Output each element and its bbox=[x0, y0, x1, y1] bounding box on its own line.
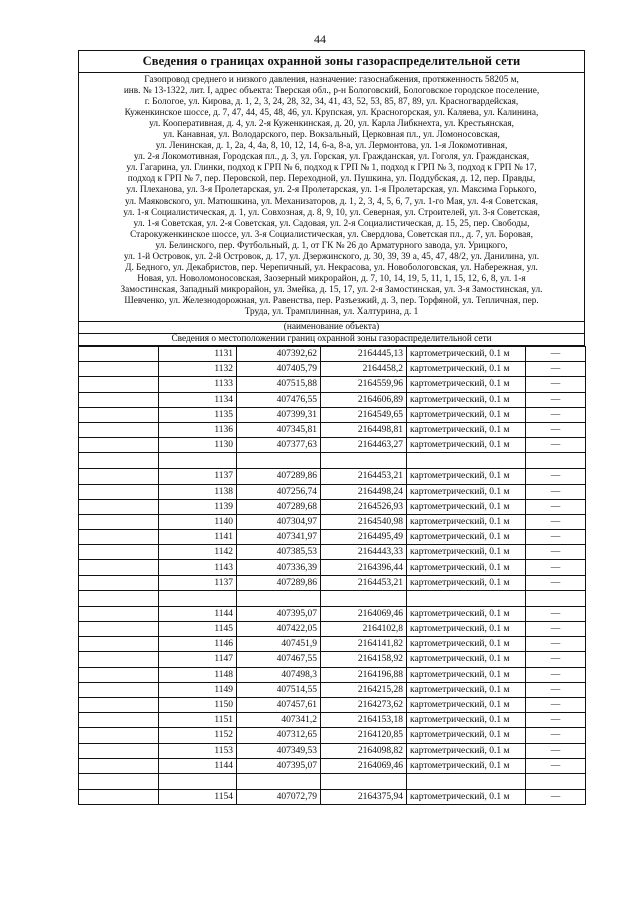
blank-cell bbox=[79, 514, 159, 529]
method-cell: картометрический, 0.1 м bbox=[407, 362, 526, 377]
method-cell: картометрический, 0.1 м bbox=[407, 758, 526, 773]
y-coordinate-cell: 2164141,82 bbox=[321, 637, 407, 652]
method-cell: картометрический, 0.1 м bbox=[407, 530, 526, 545]
blank-cell bbox=[79, 728, 159, 743]
y-coordinate-cell: 2164196,88 bbox=[321, 667, 407, 682]
note-cell: — bbox=[526, 682, 586, 697]
blank-cell bbox=[79, 347, 159, 362]
table-row bbox=[79, 362, 586, 377]
method-cell: картометрический, 0.1 м bbox=[407, 422, 526, 437]
y-coordinate-cell: 2164453,21 bbox=[321, 575, 407, 590]
y-coordinate-cell: 2164215,28 bbox=[321, 682, 407, 697]
note-cell: — bbox=[526, 652, 586, 667]
point-number-cell: 1131 bbox=[159, 347, 237, 362]
method-cell: картометрический, 0.1 м bbox=[407, 728, 526, 743]
y-coordinate-cell: 2164153,18 bbox=[321, 713, 407, 728]
description-line: ул. 1-я Советская, ул. 2-я Советская, ул. Садовая, ул. 2-я Социалистическая, д. 15, 25, пер. Свободы, bbox=[133, 218, 530, 229]
empty-cell bbox=[321, 590, 407, 606]
description-line: Старокуженкинское шоссе, ул. 3-я Социалистическая, ул. Свердлова, Советская пл., д. 7, ул. Боровая, bbox=[130, 229, 533, 240]
method-cell: картометрический, 0.1 м bbox=[407, 560, 526, 575]
description-line: ул. Плеханова, ул. 3-я Пролетарская, ул. 2-я Пролетарская, ул. 1-я Пролетарская, ул. Максима Горького, bbox=[126, 185, 537, 196]
blank-cell bbox=[79, 407, 159, 422]
method-cell: картометрический, 0.1 м bbox=[407, 713, 526, 728]
point-number-cell: 1154 bbox=[159, 789, 237, 804]
point-number-cell: 1133 bbox=[159, 377, 237, 392]
table-row bbox=[79, 514, 586, 529]
empty-cell bbox=[79, 590, 159, 606]
blank-cell bbox=[79, 606, 159, 621]
point-number-cell: 1150 bbox=[159, 697, 237, 712]
blank-cell bbox=[79, 377, 159, 392]
x-coordinate-cell: 407345,81 bbox=[237, 422, 321, 437]
y-coordinate-cell: 2164549,65 bbox=[321, 407, 407, 422]
empty-cell bbox=[407, 590, 526, 606]
y-coordinate-cell: 2164540,98 bbox=[321, 514, 407, 529]
description-line: инв. № 13-1322, лит. I, адрес объекта: Тверская обл., р-н Бологовский, Бологовское городское поселение, bbox=[123, 86, 540, 97]
table-row bbox=[79, 652, 586, 667]
empty-cell bbox=[237, 590, 321, 606]
table-row bbox=[79, 682, 586, 697]
description-line: Куженкинское шоссе, д. 7, 47, 44, 45, 48, 46, ул. Крупская, ул. Красногорская, ул. Каляева, ул. Калинина, bbox=[124, 108, 539, 119]
table-row bbox=[79, 422, 586, 437]
note-cell: — bbox=[526, 622, 586, 637]
y-coordinate-cell: 2164526,93 bbox=[321, 499, 407, 514]
empty-cell bbox=[321, 453, 407, 469]
blank-cell bbox=[79, 789, 159, 804]
y-coordinate-cell: 2164273,62 bbox=[321, 697, 407, 712]
x-coordinate-cell: 407399,31 bbox=[237, 407, 321, 422]
description-line: ул. Гагарина, ул. Глинки, подход к ГРП № 6, подход к ГРП № 1, подход к ГРП № 3, подход к ГРП № 17, bbox=[126, 163, 537, 174]
blank-cell bbox=[79, 682, 159, 697]
blank-cell bbox=[79, 713, 159, 728]
note-cell: — bbox=[526, 392, 586, 407]
document-title: Сведения о границах охранной зоны газораспределительной сети bbox=[79, 51, 584, 73]
y-coordinate-cell: 2164458,2 bbox=[321, 362, 407, 377]
note-cell: — bbox=[526, 362, 586, 377]
description-line: ул. 1-й Островок, ул. 2-й Островок, д. 17, ул. Дзержинского, д. 30, 39, 39 а, 45, 47, 48/2, ул. Данилина, ул. bbox=[123, 251, 540, 262]
y-coordinate-cell: 2164158,92 bbox=[321, 652, 407, 667]
x-coordinate-cell: 407405,79 bbox=[237, 362, 321, 377]
y-coordinate-cell: 2164098,82 bbox=[321, 743, 407, 758]
note-cell: — bbox=[526, 499, 586, 514]
x-coordinate-cell: 407349,53 bbox=[237, 743, 321, 758]
description-line: Замостинская, Западный микрорайон, ул. Змейка, д. 15, 17, ул. 2-я Замостинская, ул. 3-я Замостинская, ул. bbox=[120, 284, 543, 295]
y-coordinate-cell: 2164463,27 bbox=[321, 438, 407, 453]
blank-cell bbox=[79, 697, 159, 712]
y-coordinate-cell: 2164375,94 bbox=[321, 789, 407, 804]
table-gap-row bbox=[79, 773, 586, 789]
table-row bbox=[79, 713, 586, 728]
method-cell: картометрический, 0.1 м bbox=[407, 514, 526, 529]
blank-cell bbox=[79, 484, 159, 499]
note-cell: — bbox=[526, 575, 586, 590]
method-cell: картометрический, 0.1 м bbox=[407, 347, 526, 362]
method-cell: картометрический, 0.1 м bbox=[407, 392, 526, 407]
empty-cell bbox=[237, 773, 321, 789]
table-row bbox=[79, 606, 586, 621]
point-number-cell: 1132 bbox=[159, 362, 237, 377]
table-gap-row bbox=[79, 453, 586, 469]
description-line: ул. 2-я Локомотивная, Городская пл., д. 3, ул. Горская, ул. Гражданская, ул. Гоголя, ул. Гражданская, bbox=[133, 152, 530, 163]
method-cell: картометрический, 0.1 м bbox=[407, 469, 526, 484]
object-caption: (наименование объекта) bbox=[79, 322, 584, 334]
point-number-cell: 1136 bbox=[159, 422, 237, 437]
note-cell: — bbox=[526, 347, 586, 362]
method-cell: картометрический, 0.1 м bbox=[407, 667, 526, 682]
note-cell: — bbox=[526, 560, 586, 575]
note-cell: — bbox=[526, 789, 586, 804]
empty-cell bbox=[526, 590, 586, 606]
note-cell: — bbox=[526, 514, 586, 529]
point-number-cell: 1138 bbox=[159, 484, 237, 499]
note-cell: — bbox=[526, 422, 586, 437]
point-number-cell: 1149 bbox=[159, 682, 237, 697]
blank-cell bbox=[79, 469, 159, 484]
table-row bbox=[79, 377, 586, 392]
point-number-cell: 1145 bbox=[159, 622, 237, 637]
point-number-cell: 1142 bbox=[159, 545, 237, 560]
method-cell: картометрический, 0.1 м bbox=[407, 743, 526, 758]
description-line: Новая, ул. Новоломоносовская, Заозерный микрорайон, д. 7, 10, 14, 19, 5, 11, 1, 15, 12, 6, 8, ул. 1-я bbox=[137, 273, 526, 284]
method-cell: картометрический, 0.1 м bbox=[407, 377, 526, 392]
empty-cell bbox=[526, 453, 586, 469]
description-line: ул. Маяковского, ул. Матюшкина, ул. Механизаторов, д. 1, 2, 3, 4, 5, 6, 7, ул. 1-го Мая, ул. 4-я Советская, bbox=[125, 196, 538, 207]
empty-cell bbox=[321, 773, 407, 789]
table-gap-row bbox=[79, 590, 586, 606]
description-line: ул. Белинского, пер. Футбольный, д. 1, от ГК № 26 до Арматурного завода, ул. Урицкого, bbox=[155, 240, 508, 251]
table-row bbox=[79, 743, 586, 758]
blank-cell bbox=[79, 438, 159, 453]
object-description bbox=[79, 73, 584, 322]
empty-cell bbox=[237, 453, 321, 469]
y-coordinate-cell: 2164102,8 bbox=[321, 622, 407, 637]
note-cell: — bbox=[526, 407, 586, 422]
x-coordinate-cell: 407289,86 bbox=[237, 469, 321, 484]
description-line: Газопровод среднего и низкого давления, назначение: газоснабжения, протяженность 58205 м, bbox=[144, 75, 519, 85]
blank-cell bbox=[79, 667, 159, 682]
table-row bbox=[79, 622, 586, 637]
x-coordinate-cell: 407341,2 bbox=[237, 713, 321, 728]
x-coordinate-cell: 407289,86 bbox=[237, 575, 321, 590]
point-number-cell: 1141 bbox=[159, 530, 237, 545]
x-coordinate-cell: 407422,05 bbox=[237, 622, 321, 637]
point-number-cell: 1151 bbox=[159, 713, 237, 728]
point-number-cell: 1130 bbox=[159, 438, 237, 453]
method-cell: картометрический, 0.1 м bbox=[407, 697, 526, 712]
method-cell: картометрический, 0.1 м bbox=[407, 622, 526, 637]
x-coordinate-cell: 407385,53 bbox=[237, 545, 321, 560]
method-cell: картометрический, 0.1 м bbox=[407, 637, 526, 652]
table-row bbox=[79, 789, 586, 804]
point-number-cell: 1144 bbox=[159, 758, 237, 773]
table-row bbox=[79, 438, 586, 453]
note-cell: — bbox=[526, 758, 586, 773]
x-coordinate-cell: 407498,3 bbox=[237, 667, 321, 682]
x-coordinate-cell: 407457,61 bbox=[237, 697, 321, 712]
table-row bbox=[79, 560, 586, 575]
empty-cell bbox=[79, 773, 159, 789]
y-coordinate-cell: 2164606,89 bbox=[321, 392, 407, 407]
table-row bbox=[79, 667, 586, 682]
table-row bbox=[79, 545, 586, 560]
point-number-cell: 1137 bbox=[159, 575, 237, 590]
point-number-cell: 1147 bbox=[159, 652, 237, 667]
method-cell: картометрический, 0.1 м bbox=[407, 545, 526, 560]
point-number-cell: 1144 bbox=[159, 606, 237, 621]
note-cell: — bbox=[526, 377, 586, 392]
table-row bbox=[79, 407, 586, 422]
blank-cell bbox=[79, 652, 159, 667]
empty-cell bbox=[159, 453, 237, 469]
blank-cell bbox=[79, 545, 159, 560]
x-coordinate-cell: 407336,39 bbox=[237, 560, 321, 575]
empty-cell bbox=[407, 773, 526, 789]
method-cell: картометрический, 0.1 м bbox=[407, 484, 526, 499]
table-row bbox=[79, 499, 586, 514]
location-caption: Сведения о местоположении границ охранной зоны газораспределительной сети bbox=[79, 334, 584, 346]
note-cell: — bbox=[526, 606, 586, 621]
blank-cell bbox=[79, 560, 159, 575]
blank-cell bbox=[79, 637, 159, 652]
x-coordinate-cell: 407289,68 bbox=[237, 499, 321, 514]
description-line: Труда, ул. Трамплинная, ул. Халтурина, д. 1 bbox=[244, 306, 419, 317]
table-row bbox=[79, 728, 586, 743]
blank-cell bbox=[79, 362, 159, 377]
method-cell: картометрический, 0.1 м bbox=[407, 407, 526, 422]
x-coordinate-cell: 407256,74 bbox=[237, 484, 321, 499]
x-coordinate-cell: 407395,07 bbox=[237, 758, 321, 773]
description-line: Шевченко, ул. Железнодорожная, ул. Равенства, пер. Разъезжий, д. 3, пер. Торфяной, ул. Тепличная, пер. bbox=[124, 295, 539, 306]
y-coordinate-cell: 2164495,49 bbox=[321, 530, 407, 545]
x-coordinate-cell: 407514,55 bbox=[237, 682, 321, 697]
x-coordinate-cell: 407304,97 bbox=[237, 514, 321, 529]
description-line: г. Бологое, ул. Кирова, д. 1, 2, 3, 24, 28, 32, 34, 41, 43, 52, 53, 85, 87, 89, ул. Красногвардейская, bbox=[144, 97, 519, 108]
point-number-cell: 1143 bbox=[159, 560, 237, 575]
note-cell: — bbox=[526, 637, 586, 652]
header-box bbox=[78, 50, 585, 346]
method-cell: картометрический, 0.1 м bbox=[407, 606, 526, 621]
point-number-cell: 1146 bbox=[159, 637, 237, 652]
note-cell: — bbox=[526, 713, 586, 728]
blank-cell bbox=[79, 422, 159, 437]
empty-cell bbox=[526, 773, 586, 789]
method-cell: картометрический, 0.1 м bbox=[407, 652, 526, 667]
method-cell: картометрический, 0.1 м bbox=[407, 575, 526, 590]
method-cell: картометрический, 0.1 м bbox=[407, 682, 526, 697]
page-number: 44 bbox=[314, 32, 326, 46]
note-cell: — bbox=[526, 545, 586, 560]
point-number-cell: 1140 bbox=[159, 514, 237, 529]
point-number-cell: 1153 bbox=[159, 743, 237, 758]
note-cell: — bbox=[526, 743, 586, 758]
point-number-cell: 1148 bbox=[159, 667, 237, 682]
table-row bbox=[79, 637, 586, 652]
description-line: ул. Канавная, ул. Володарского, пер. Вокзальный, Церковная пл., ул. Ломоносовская, bbox=[163, 130, 500, 141]
note-cell: — bbox=[526, 697, 586, 712]
table-row bbox=[79, 469, 586, 484]
y-coordinate-cell: 2164120,85 bbox=[321, 728, 407, 743]
y-coordinate-cell: 2164498,81 bbox=[321, 422, 407, 437]
coordinates-table bbox=[78, 346, 586, 805]
blank-cell bbox=[79, 743, 159, 758]
method-cell: картометрический, 0.1 м bbox=[407, 499, 526, 514]
point-number-cell: 1134 bbox=[159, 392, 237, 407]
table-row bbox=[79, 697, 586, 712]
empty-cell bbox=[159, 590, 237, 606]
table-row bbox=[79, 484, 586, 499]
empty-cell bbox=[159, 773, 237, 789]
empty-cell bbox=[407, 453, 526, 469]
x-coordinate-cell: 407467,55 bbox=[237, 652, 321, 667]
point-number-cell: 1137 bbox=[159, 469, 237, 484]
x-coordinate-cell: 407392,62 bbox=[237, 347, 321, 362]
note-cell: — bbox=[526, 530, 586, 545]
x-coordinate-cell: 407515,88 bbox=[237, 377, 321, 392]
table-row bbox=[79, 347, 586, 362]
x-coordinate-cell: 407395,07 bbox=[237, 606, 321, 621]
blank-cell bbox=[79, 758, 159, 773]
table-row bbox=[79, 392, 586, 407]
point-number-cell: 1135 bbox=[159, 407, 237, 422]
y-coordinate-cell: 2164498,24 bbox=[321, 484, 407, 499]
blank-cell bbox=[79, 622, 159, 637]
point-number-cell: 1152 bbox=[159, 728, 237, 743]
x-coordinate-cell: 407312,65 bbox=[237, 728, 321, 743]
y-coordinate-cell: 2164069,46 bbox=[321, 606, 407, 621]
blank-cell bbox=[79, 530, 159, 545]
method-cell: картометрический, 0.1 м bbox=[407, 789, 526, 804]
y-coordinate-cell: 2164453,21 bbox=[321, 469, 407, 484]
y-coordinate-cell: 2164069,46 bbox=[321, 758, 407, 773]
blank-cell bbox=[79, 392, 159, 407]
table-row bbox=[79, 758, 586, 773]
x-coordinate-cell: 407476,55 bbox=[237, 392, 321, 407]
point-number-cell: 1139 bbox=[159, 499, 237, 514]
empty-cell bbox=[79, 453, 159, 469]
x-coordinate-cell: 407377,63 bbox=[237, 438, 321, 453]
description-line: подход к ГРП № 7, пер. Перовской, пер. Переходной, ул. Пушкина, ул. Поддубская, д. 12, пер. Правды, bbox=[127, 174, 536, 185]
table-row bbox=[79, 575, 586, 590]
note-cell: — bbox=[526, 728, 586, 743]
y-coordinate-cell: 2164559,96 bbox=[321, 377, 407, 392]
method-cell: картометрический, 0.1 м bbox=[407, 438, 526, 453]
blank-cell bbox=[79, 499, 159, 514]
note-cell: — bbox=[526, 484, 586, 499]
x-coordinate-cell: 407451,9 bbox=[237, 637, 321, 652]
y-coordinate-cell: 2164396,44 bbox=[321, 560, 407, 575]
description-line: Д. Бедного, ул. Декабристов, пер. Черепичный, ул. Некрасова, ул. Новобологовская, ул. Набережная, ул. bbox=[125, 262, 538, 273]
x-coordinate-cell: 407072,79 bbox=[237, 789, 321, 804]
note-cell: — bbox=[526, 438, 586, 453]
table-row bbox=[79, 530, 586, 545]
description-line: ул. Кооперативная, д. 4, ул. 2-я Куженкинская, д. 20, ул. Карла Либкнехта, ул. Крестьянская, bbox=[149, 119, 514, 130]
description-line: ул. Ленинская, д. 1, 2а, 4, 4а, 8, 10, 12, 14, 6-а, 8-а, ул. Лермонтова, ул. 1-я Локомотивная, bbox=[155, 141, 508, 152]
y-coordinate-cell: 2164443,33 bbox=[321, 545, 407, 560]
description-line: ул. 1-я Социалистическая, д. 1, ул. Совхозная, д. 8, 9, 10, ул. Северная, ул. Строителей, ул. 3-я Советская, bbox=[123, 207, 540, 218]
blank-cell bbox=[79, 575, 159, 590]
note-cell: — bbox=[526, 667, 586, 682]
x-coordinate-cell: 407341,97 bbox=[237, 530, 321, 545]
note-cell: — bbox=[526, 469, 586, 484]
y-coordinate-cell: 2164445,13 bbox=[321, 347, 407, 362]
